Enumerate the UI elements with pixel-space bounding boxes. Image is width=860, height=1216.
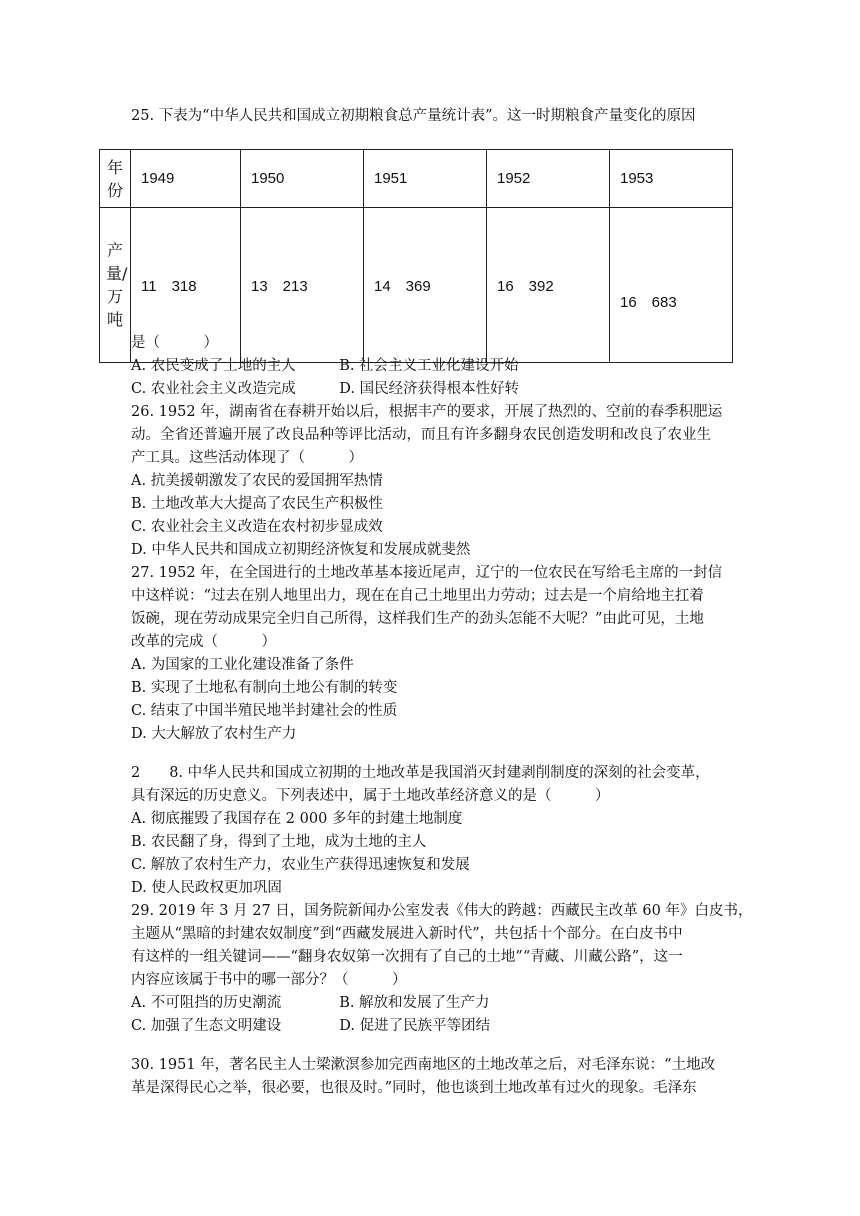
q28-line-2: 具有深远的历史意义。下列表述中，属于土地改革经济意义的是（ ） [131, 788, 610, 804]
q27-line-4: 改革的完成（ ） [131, 634, 276, 650]
q29-line-3: 有这样的一组关键词——“翻身农奴第一次拥有了自己的土地”“青藏、川藏公路”，这一 [131, 949, 683, 965]
q27-option-c: C. 结束了中国半殖民地半封建社会的性质 [131, 703, 398, 719]
year-header-cell [100, 150, 131, 208]
q29-line-1: 29. 2019 年 3 月 27 日，国务院新闻办公室发表《伟大的跨越：西藏民主改革 60 年》白皮书， [131, 903, 753, 919]
q27-line-1: 27. 1952 年，在全国进行的土地改革基本接近尾声，辽宁的一位农民在写给毛主席的一封信 [131, 565, 723, 581]
year-cell [487, 150, 610, 208]
year-cell [131, 150, 241, 208]
output-1949: 11 318 [141, 277, 197, 295]
year-cell [364, 150, 487, 208]
q26-line-3: 产工具。这些活动体现了（ ） [131, 450, 363, 466]
q27-line-3: 饭碗，现在劳动成果完全归自己所得，这样我们生产的劲头怎能不大呢？”由此可见，土地 [131, 611, 704, 627]
q27-line-2: 中这样说：“过去在别人地里出力，现在在自己土地里出力劳动；过去是一个肩给地主扛着 [131, 588, 704, 604]
year-1952: 1952 [497, 170, 531, 187]
output-header: 产量/万吨 [106, 241, 128, 329]
year-cell [241, 150, 364, 208]
q28-option-c: C. 解放了农村生产力，农业生产获得迅速恢复和发展 [131, 857, 470, 873]
output-1950: 13 213 [251, 277, 308, 295]
output-header-cell [100, 208, 131, 363]
output-1953: 16 683 [620, 293, 677, 311]
q25-stem: 25. 下表为“中华人民共和国成立初期粮食总产量统计表”。这一时期粮食产量变化的原因 [131, 108, 696, 124]
q27-option-b: B. 实现了土地私有制向土地公有制的转变 [131, 680, 398, 696]
q26-option-d: D. 中华人民共和国成立初期经济恢复和发展成就斐然 [131, 542, 471, 558]
year-cell [610, 150, 733, 208]
q25-stem-cont: 是（ ） [131, 335, 218, 351]
q28-line-1: 2 8. 中华人民共和国成立初期的土地改革是我国消灭封建剥削制度的深刻的社会变革， [131, 765, 710, 781]
q26-option-a: A. 抗美援朝激发了农民的爱国拥军热情 [131, 473, 383, 489]
q26-line-2: 动。全省还普遍开展了改良品种等评比活动，而且有许多翻身农民创造发明和改良了农业生 [131, 427, 711, 443]
output-1952: 16 392 [497, 277, 554, 295]
q26-option-c: C. 农业社会主义改造在农村初步显成效 [131, 519, 383, 535]
year-1951: 1951 [374, 170, 408, 187]
q25-options-cd: C. 农业社会主义改造完成 D. 国民经济获得根本性好转 [131, 381, 520, 397]
year-1953: 1953 [620, 170, 654, 187]
q26-option-b: B. 土地改革大大提高了农民生产积极性 [131, 496, 383, 512]
q27-option-a: A. 为国家的工业化建设准备了条件 [131, 657, 354, 673]
grain-output-table [99, 149, 733, 363]
year-header: 年份 [106, 157, 123, 200]
q29-line-2: 主题从“黑暗的封建农奴制度”到“西藏发展进入新时代”，共包括十个部分。在白皮书中 [131, 926, 683, 942]
q28-option-a: A. 彻底摧毁了我国存在 2 000 多年的封建土地制度 [131, 811, 463, 827]
q30-line-1: 30. 1951 年，著名民主人士梁漱溟参加完西南地区的土地改革之后，对毛泽东说：“土地改 [131, 1057, 716, 1073]
q29-line-4: 内容应该属于书中的哪一部分？（ ） [131, 972, 407, 988]
q28-option-b: B. 农民翻了身，得到了土地，成为土地的主人 [131, 834, 427, 850]
q29-options-cd: C. 加强了生态文明建设 D. 促进了民族平等团结 [131, 1018, 491, 1034]
year-1949: 1949 [141, 170, 175, 187]
year-1950: 1950 [251, 170, 285, 187]
q30-line-2: 革是深得民心之举，很必要，也很及时。”同时，他也谈到土地改革有过火的现象。毛泽东 [131, 1080, 697, 1096]
output-1951: 14 369 [374, 277, 431, 295]
q26-line-1: 26. 1952 年，湖南省在春耕开始以后，根据丰产的要求，开展了热烈的、空前的春季积肥运 [131, 404, 723, 420]
q29-options-ab: A. 不可阻挡的历史潮流 B. 解放和发展了生产力 [131, 995, 490, 1011]
q28-option-d: D. 使人民政权更加巩固 [131, 880, 282, 896]
q27-option-d: D. 大大解放了农村生产力 [131, 726, 297, 742]
q25-options-ab: A. 农民变成了土地的主人 B. 社会主义工业化建设开始 [131, 358, 519, 374]
table-row-years [100, 150, 733, 208]
